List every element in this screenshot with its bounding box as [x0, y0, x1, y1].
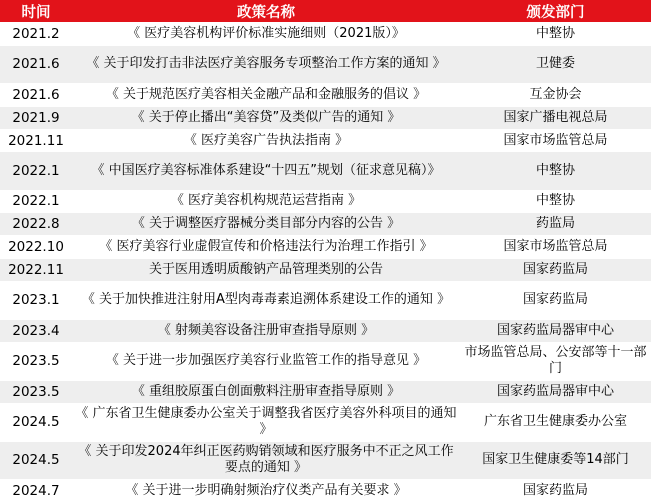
cell-policy-name: 《 医疗美容机构评价标准实施细则（2021版）》: [72, 23, 460, 46]
cell-year: 2024.5: [0, 403, 72, 441]
table-row: [0, 281, 651, 319]
header-department: 颁发部门: [460, 0, 651, 23]
cell-policy-name: 《 射频美容设备注册审查指导原则 》: [72, 320, 460, 343]
table-body: [0, 23, 651, 503]
table-row: [0, 403, 651, 441]
table-row: [0, 259, 651, 282]
table-row: [0, 83, 651, 106]
table-row: [0, 236, 651, 259]
cell-policy-name: 《 关于调整医疗器械分类目部分内容的公告 》: [72, 213, 460, 236]
table-row: [0, 342, 651, 380]
cell-department: 国家药监局器审中心: [460, 380, 651, 403]
header-policy-name: 政策名称: [72, 0, 460, 23]
table-row: [0, 190, 651, 213]
cell-year: 2022.10: [0, 236, 72, 259]
cell-department: 中整协: [460, 23, 651, 46]
cell-year: 2021.9: [0, 106, 72, 129]
table-row: [0, 45, 651, 83]
cell-department: 国家卫生健康委等14部门: [460, 441, 651, 479]
cell-department: 药监局: [460, 213, 651, 236]
cell-year: 2024.7: [0, 480, 72, 503]
cell-year: 2023.1: [0, 281, 72, 319]
cell-department: 市场监管总局、公安部等十一部门: [460, 342, 651, 380]
table-row: [0, 23, 651, 46]
cell-department: 中整协: [460, 190, 651, 213]
cell-department: 广东省卫生健康委办公室: [460, 403, 651, 441]
table-row: [0, 380, 651, 403]
cell-department: 卫健委: [460, 45, 651, 83]
table-row: [0, 213, 651, 236]
cell-policy-name: 《 医疗美容机构规范运营指南 》: [72, 190, 460, 213]
cell-year: 2023.4: [0, 320, 72, 343]
cell-policy-name: 《 关于印发打击非法医疗美容服务专项整治工作方案的通知 》: [72, 45, 460, 83]
cell-policy-name: 《 关于规范医疗美容相关金融产品和金融服务的倡议 》: [72, 83, 460, 106]
cell-policy-name: 《 关于加快推进注射用A型肉毒毒素追溯体系建设工作的通知 》: [72, 281, 460, 319]
header-year: 时间: [0, 0, 72, 23]
table-row: [0, 129, 651, 152]
cell-year: 2021.11: [0, 129, 72, 152]
table-row: [0, 152, 651, 190]
cell-department: 国家药监局: [460, 480, 651, 503]
cell-department: 国家广播电视总局: [460, 106, 651, 129]
cell-policy-name: 《 广东省卫生健康委办公室关于调整我省医疗美容外科项目的通知 》: [72, 403, 460, 441]
cell-policy-name: 《 医疗美容广告执法指南 》: [72, 129, 460, 152]
cell-year: 2022.1: [0, 190, 72, 213]
cell-year: 2021.2: [0, 23, 72, 46]
cell-policy-name: 《 关于印发2024年纠正医药购销领域和医疗服务中不正之风工作要点的通知 》: [72, 441, 460, 479]
cell-department: 国家药监局器审中心: [460, 320, 651, 343]
header-row: [0, 0, 651, 23]
table-row: [0, 320, 651, 343]
cell-department: 国家药监局: [460, 259, 651, 282]
cell-year: 2023.5: [0, 342, 72, 380]
table-row: [0, 106, 651, 129]
cell-year: 2022.1: [0, 152, 72, 190]
cell-year: 2022.8: [0, 213, 72, 236]
table-row: [0, 480, 651, 503]
cell-policy-name: 《 关于停止播出“美容贷”及类似广告的通知 》: [72, 106, 460, 129]
cell-policy-name: 《 重组胶原蛋白创面敷料注册审查指导原则 》: [72, 380, 460, 403]
cell-year: 2023.5: [0, 380, 72, 403]
cell-department: 国家药监局: [460, 281, 651, 319]
cell-department: 国家市场监管总局: [460, 236, 651, 259]
cell-policy-name: 关于医用透明质酸钠产品管理类别的公告: [72, 259, 460, 282]
cell-policy-name: 《 关于进一步明确射频治疗仪类产品有关要求 》: [72, 480, 460, 503]
cell-department: 中整协: [460, 152, 651, 190]
cell-department: 互金协会: [460, 83, 651, 106]
cell-policy-name: 《 医疗美容行业虚假宣传和价格违法行为治理工作指引 》: [72, 236, 460, 259]
cell-department: 国家市场监管总局: [460, 129, 651, 152]
table-header: [0, 0, 651, 23]
cell-year: 2021.6: [0, 83, 72, 106]
cell-year: 2021.6: [0, 45, 72, 83]
cell-year: 2024.5: [0, 441, 72, 479]
cell-year: 2022.11: [0, 259, 72, 282]
table-row: [0, 441, 651, 479]
cell-policy-name: 《 关于进一步加强医疗美容行业监管工作的指导意见 》: [72, 342, 460, 380]
cell-policy-name: 《 中国医疗美容标准体系建设“十四五”规划（征求意见稿）》: [72, 152, 460, 190]
